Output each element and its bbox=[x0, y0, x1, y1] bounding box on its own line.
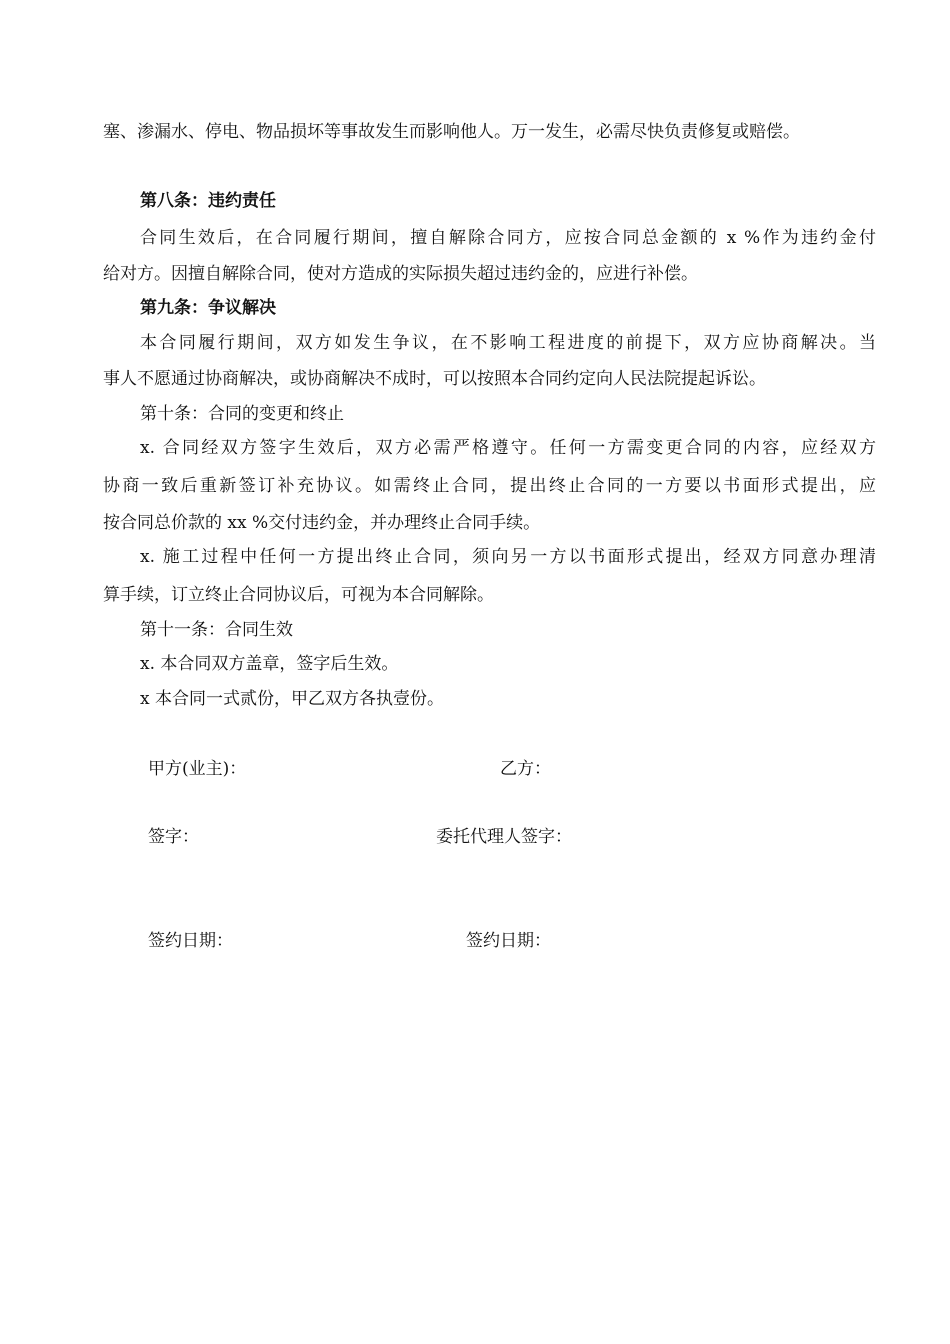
article10-item1-line2: 协商一致后重新签订补充协议。如需终止合同，提出终止合同的一方要以书面形式提出，应 bbox=[103, 476, 876, 496]
article10-item1-line3: 按合同总价款的 xx %交付违约金，并办理终止合同手续。 bbox=[103, 513, 541, 533]
continued-paragraph-line: 塞、渗漏水、停电、物品损坏等事故发生而影响他人。万一发生，必需尽快负责修复或赔偿。 bbox=[103, 122, 800, 142]
article9-line2: 事人不愿通过协商解决，或协商解决不成时，可以按照本合同约定向人民法院提起诉讼。 bbox=[103, 369, 766, 389]
article10-title: 第十条：合同的变更和终止 bbox=[140, 404, 344, 424]
article8-line2: 给对方。因擅自解除合同，使对方造成的实际损失超过违约金的，应进行补偿。 bbox=[103, 264, 698, 284]
sign-a-label: 签字： bbox=[148, 827, 199, 847]
article10-item2-line1: x. 施工过程中任何一方提出终止合同，须向另一方以书面形式提出，经双方同意办理清 bbox=[140, 547, 876, 567]
article11-item2: x 本合同一式贰份，甲乙双方各执壹份。 bbox=[140, 689, 444, 709]
article11-title: 第十一条：合同生效 bbox=[140, 620, 293, 640]
date-a-label: 签约日期： bbox=[148, 931, 233, 951]
sign-b-label: 委托代理人签字： bbox=[436, 827, 572, 847]
party-a-label: 甲方(业主)： bbox=[148, 759, 247, 779]
article8-title: 第八条：违约责任 bbox=[140, 191, 276, 211]
party-b-label: 乙方： bbox=[500, 759, 551, 779]
article11-item1: x. 本合同双方盖章，签字后生效。 bbox=[140, 654, 399, 674]
article10-item2-line2: 算手续，订立终止合同协议后，可视为本合同解除。 bbox=[103, 585, 494, 605]
date-b-label: 签约日期： bbox=[466, 931, 551, 951]
article9-title: 第九条：争议解决 bbox=[140, 298, 276, 318]
article8-line1: 合同生效后，在合同履行期间，擅自解除合同方，应按合同总金额的 x %作为违约金付 bbox=[140, 228, 876, 248]
article9-line1: 本合同履行期间，双方如发生争议，在不影响工程进度的前提下，双方应协商解决。当 bbox=[140, 333, 876, 353]
article10-item1-line1: x. 合同经双方签字生效后，双方必需严格遵守。任何一方需变更合同的内容，应经双方 bbox=[140, 438, 876, 458]
